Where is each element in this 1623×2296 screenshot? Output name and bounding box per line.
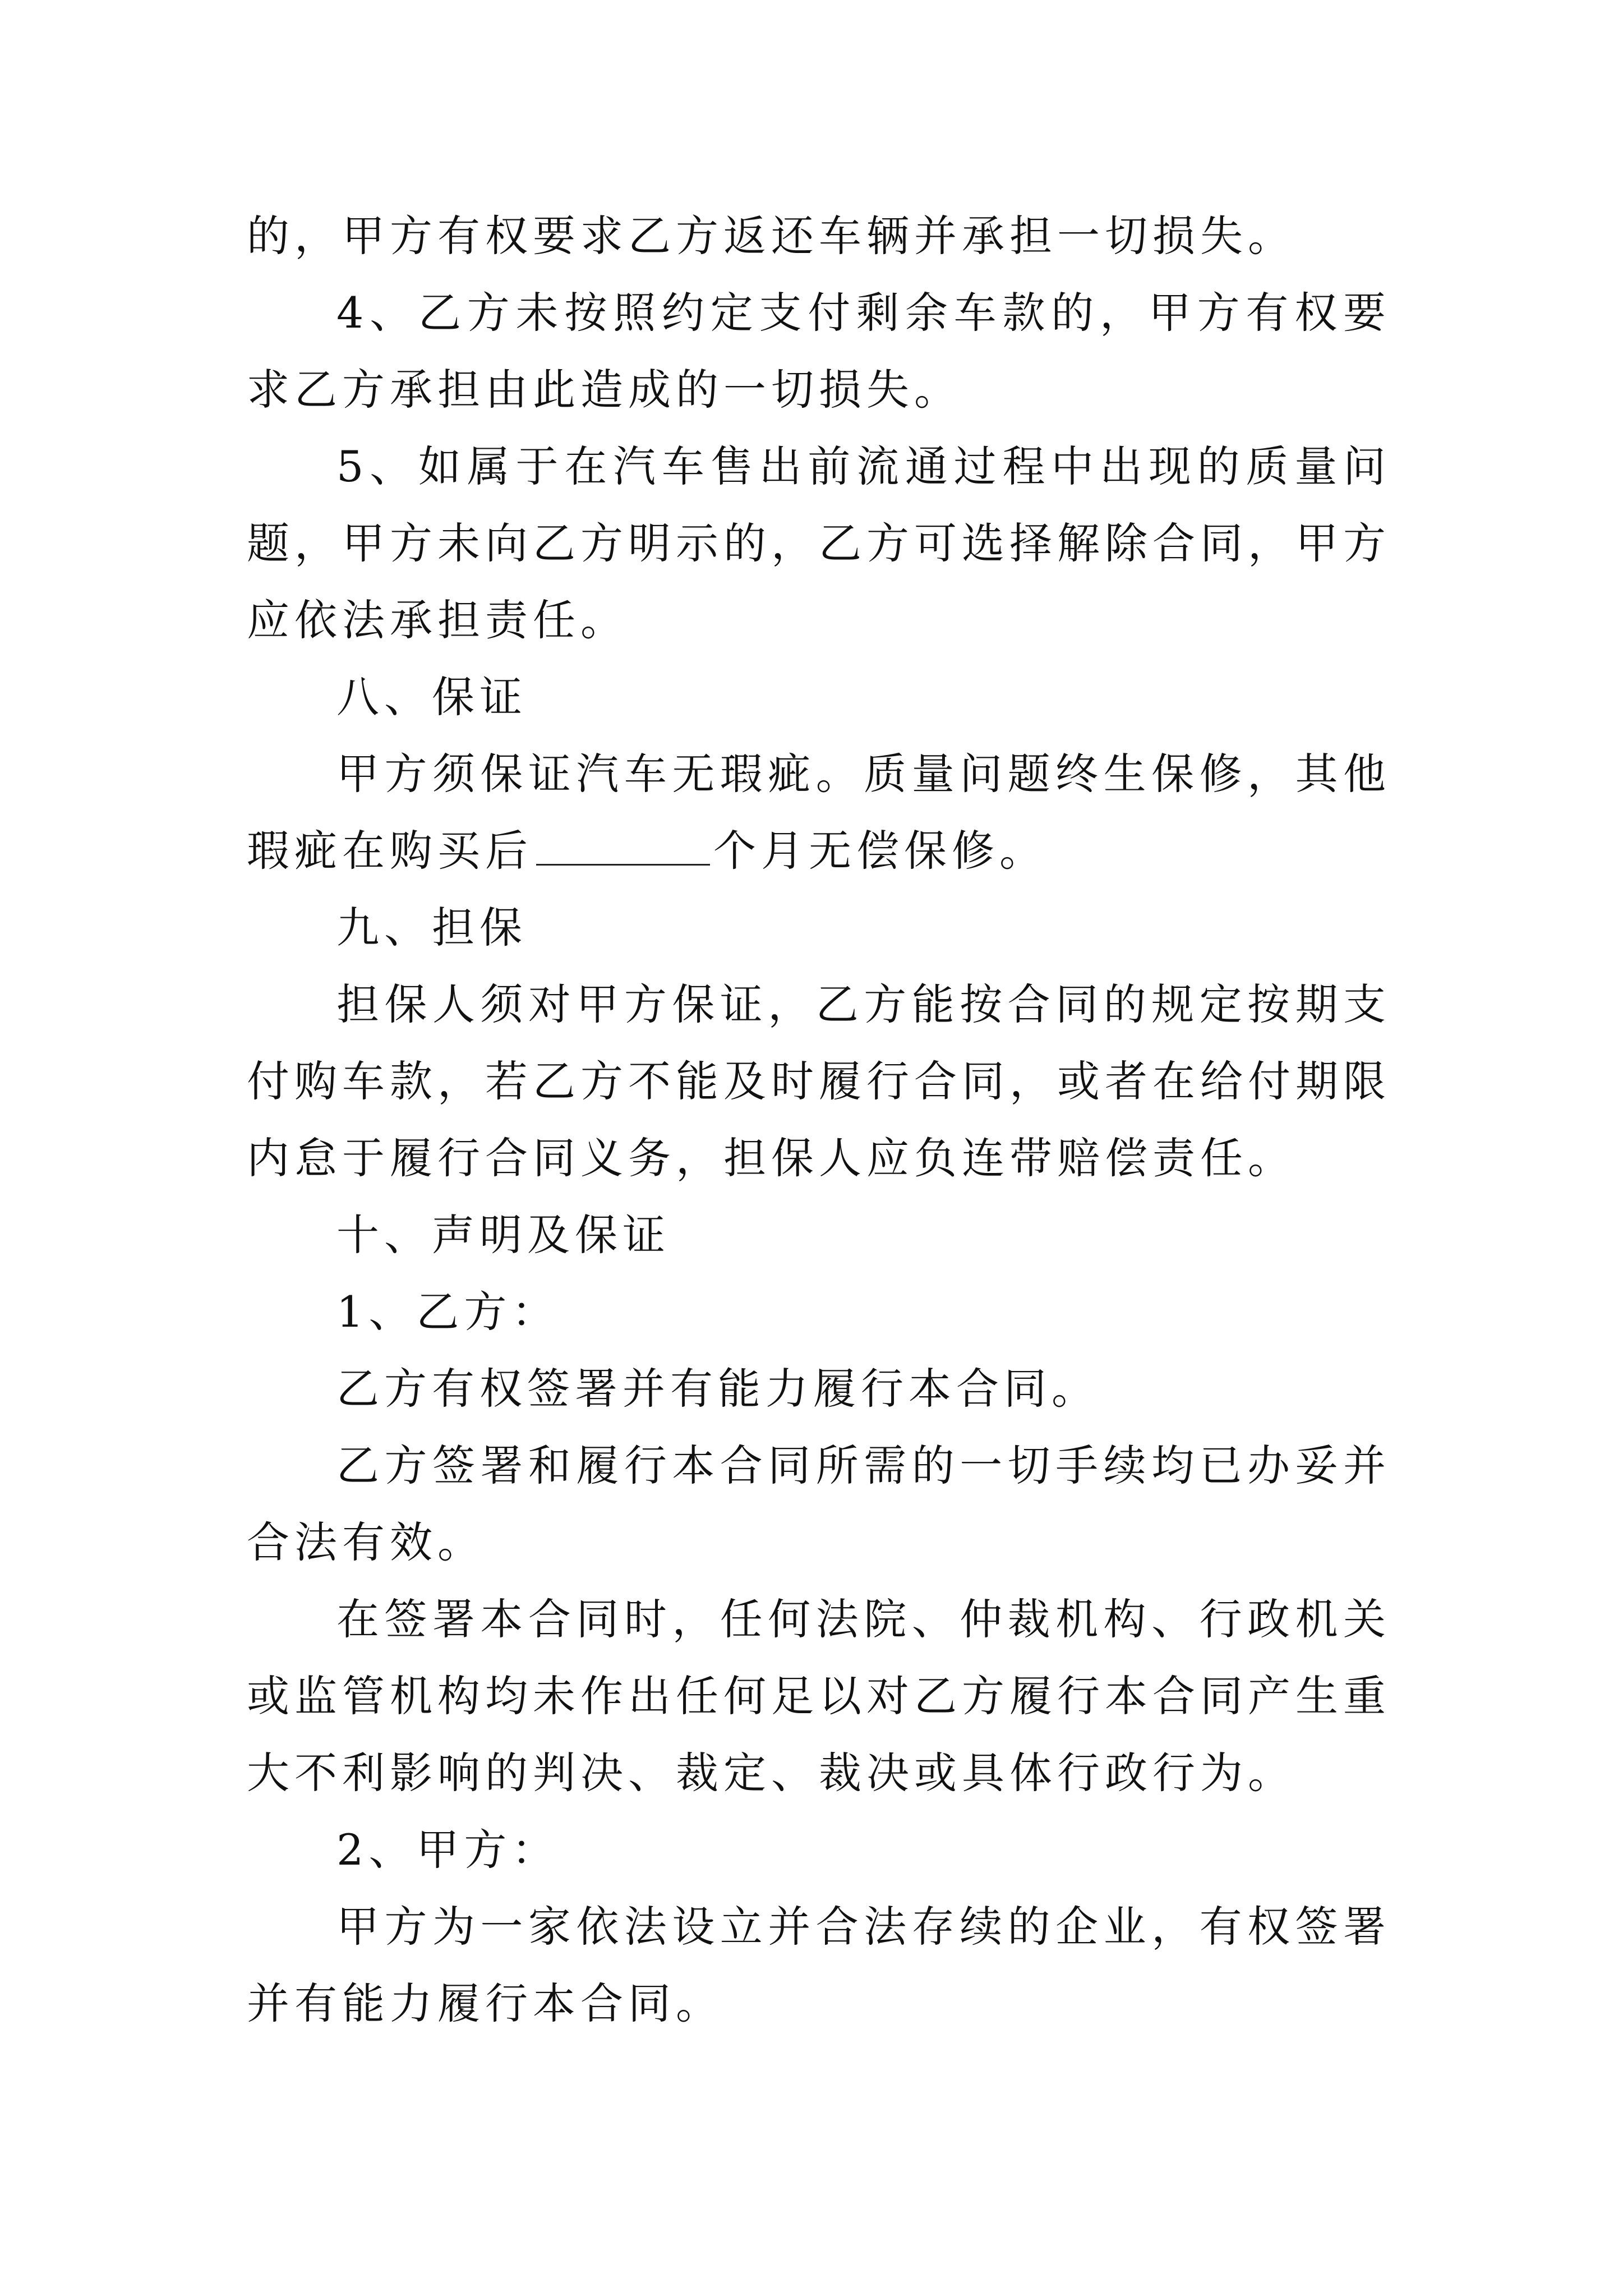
subheading-party-a: 2、甲方： <box>336 1825 560 1875</box>
clause-5: 5、如属于在汽车售出前流通过程中出现的质量问题，甲方未向乙方明示的，乙方可选择解除合同，甲方应依法承担责任。 <box>247 441 1391 645</box>
section-heading-declarations: 十、声明及保证 <box>336 1210 670 1260</box>
section-heading-guarantee: 八、保证 <box>336 672 527 722</box>
party-b-declaration-1: 乙方有权签署并有能力履行本合同。 <box>336 1364 1099 1414</box>
subheading-party-b: 1、乙方： <box>336 1287 560 1337</box>
warranty-text-start: 甲方须保证汽车无瑕疵。质量问题终生保修，其他瑕疵在购买后 <box>247 749 1391 876</box>
paragraph-continuation: 的，甲方有权要求乙方返还车辆并承担一切损失。 <box>247 211 1295 261</box>
warranty-text-end: 个月无偿保修。 <box>713 826 1047 876</box>
document-body <box>247 197 1391 2042</box>
clause-4: 4、乙方未按照约定支付剩余车款的，甲方有权要求乙方承担由此造成的一切损失。 <box>247 288 1391 415</box>
party-b-declaration-3: 在签署本合同时，任何法院、仲裁机构、行政机关或监管机构均未作出任何足以对乙方履行本合同产生重大不利影响的判决、裁定、裁决或具体行政行为。 <box>247 1594 1391 1798</box>
surety-paragraph: 担保人须对甲方保证，乙方能按合同的规定按期支付购车款，若乙方不能及时履行合同，或者在给付期限内怠于履行合同义务，担保人应负连带赔偿责任。 <box>247 979 1391 1183</box>
warranty-paragraph <box>247 735 1391 889</box>
party-a-declaration-1: 甲方为一家依法设立并合法存续的企业，有权签署并有能力履行本合同。 <box>247 1902 1391 2028</box>
warranty-months-blank[interactable] <box>536 863 710 866</box>
party-b-declaration-2: 乙方签署和履行本合同所需的一切手续均已办妥并合法有效。 <box>247 1441 1391 1567</box>
section-heading-surety: 九、担保 <box>336 903 527 953</box>
